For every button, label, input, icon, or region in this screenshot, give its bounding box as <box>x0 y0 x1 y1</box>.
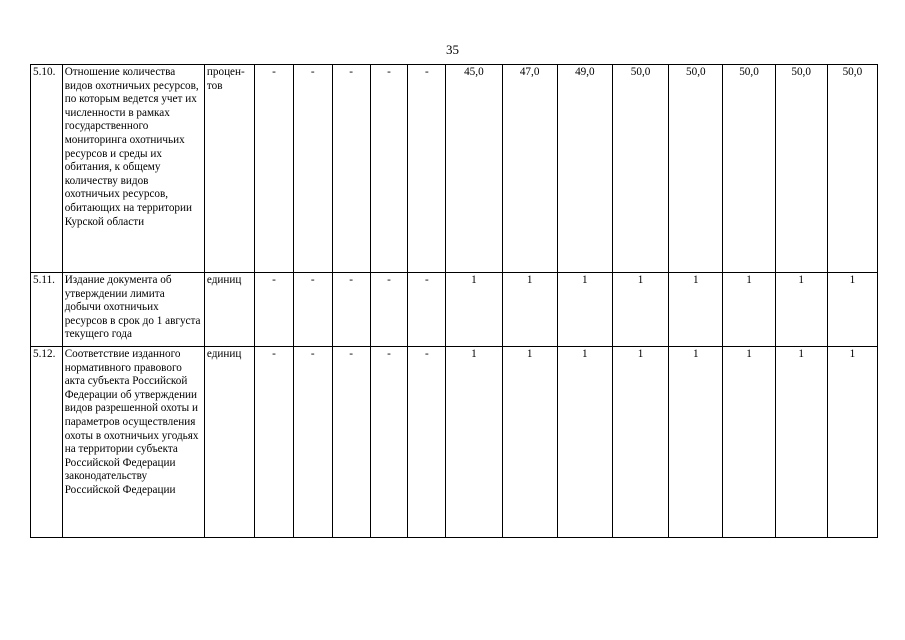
value-cell: 50,0 <box>669 65 723 273</box>
unit-label: единиц <box>206 274 242 286</box>
row-number: 5.11. <box>31 273 63 347</box>
value-cell: - <box>255 65 294 273</box>
value-cell: - <box>332 65 370 273</box>
value-cell: 1 <box>446 273 502 347</box>
row-number: 5.10. <box>31 65 63 273</box>
value-cell: - <box>370 273 408 347</box>
value-cell: 1 <box>502 273 557 347</box>
value-cell: - <box>332 273 370 347</box>
value-cell: 1 <box>775 347 827 538</box>
unit-label: процен-тов <box>206 66 245 92</box>
value-cell: - <box>293 347 332 538</box>
value-cell: - <box>293 65 332 273</box>
indicator-name: Отношение количества видов охотничьих ресурсов, по которым ведется учет их численности в рамках государственного мониторинга охотничьих ресурсов и среды их обитания, к общему количеству видов охотничьих ресурсов, обитающих на территории Курской области <box>62 65 204 273</box>
value-cell: 50,0 <box>723 65 775 273</box>
value-cell: 1 <box>723 347 775 538</box>
value-cell: 49,0 <box>557 65 612 273</box>
indicators-table <box>30 64 878 538</box>
value-cell: 1 <box>669 347 723 538</box>
value-cell: 50,0 <box>827 65 877 273</box>
unit-cell <box>204 65 254 273</box>
value-cell: 1 <box>612 273 668 347</box>
value-cell: 1 <box>827 347 877 538</box>
value-cell: 50,0 <box>775 65 827 273</box>
value-cell: - <box>408 65 446 273</box>
value-cell: 1 <box>502 347 557 538</box>
value-cell: - <box>408 347 446 538</box>
page-number: 35 <box>446 42 459 57</box>
indicator-name: Издание документа об утверждении лимита добычи охотничьих ресурсов в срок до 1 августа текущего года <box>62 273 204 347</box>
value-cell: - <box>293 273 332 347</box>
row-number: 5.12. <box>31 347 63 538</box>
value-cell: - <box>370 347 408 538</box>
value-cell: 1 <box>669 273 723 347</box>
value-cell: 1 <box>612 347 668 538</box>
indicator-name: Соответствие изданного нормативного правового акта субъекта Российской Федерации об утверждении видов разрешенной охоты и параметров осуществления охоты в охотничьих угодьях на территории субъекта Российской Федерации законодательству Российской Федерации <box>62 347 204 538</box>
unit-cell <box>204 273 254 347</box>
value-cell: - <box>332 347 370 538</box>
value-cell: 1 <box>557 347 612 538</box>
value-cell: 47,0 <box>502 65 557 273</box>
value-cell: 1 <box>446 347 502 538</box>
value-cell: 1 <box>723 273 775 347</box>
value-cell: - <box>370 65 408 273</box>
table-row <box>31 65 878 273</box>
value-cell: 45,0 <box>446 65 502 273</box>
value-cell: 1 <box>827 273 877 347</box>
value-cell: 1 <box>557 273 612 347</box>
unit-label: единиц <box>206 348 242 360</box>
value-cell: - <box>255 347 294 538</box>
table-row <box>31 273 878 347</box>
value-cell: 1 <box>775 273 827 347</box>
value-cell: - <box>408 273 446 347</box>
value-cell: 50,0 <box>612 65 668 273</box>
unit-cell <box>204 347 254 538</box>
value-cell: - <box>255 273 294 347</box>
table-row <box>31 347 878 538</box>
